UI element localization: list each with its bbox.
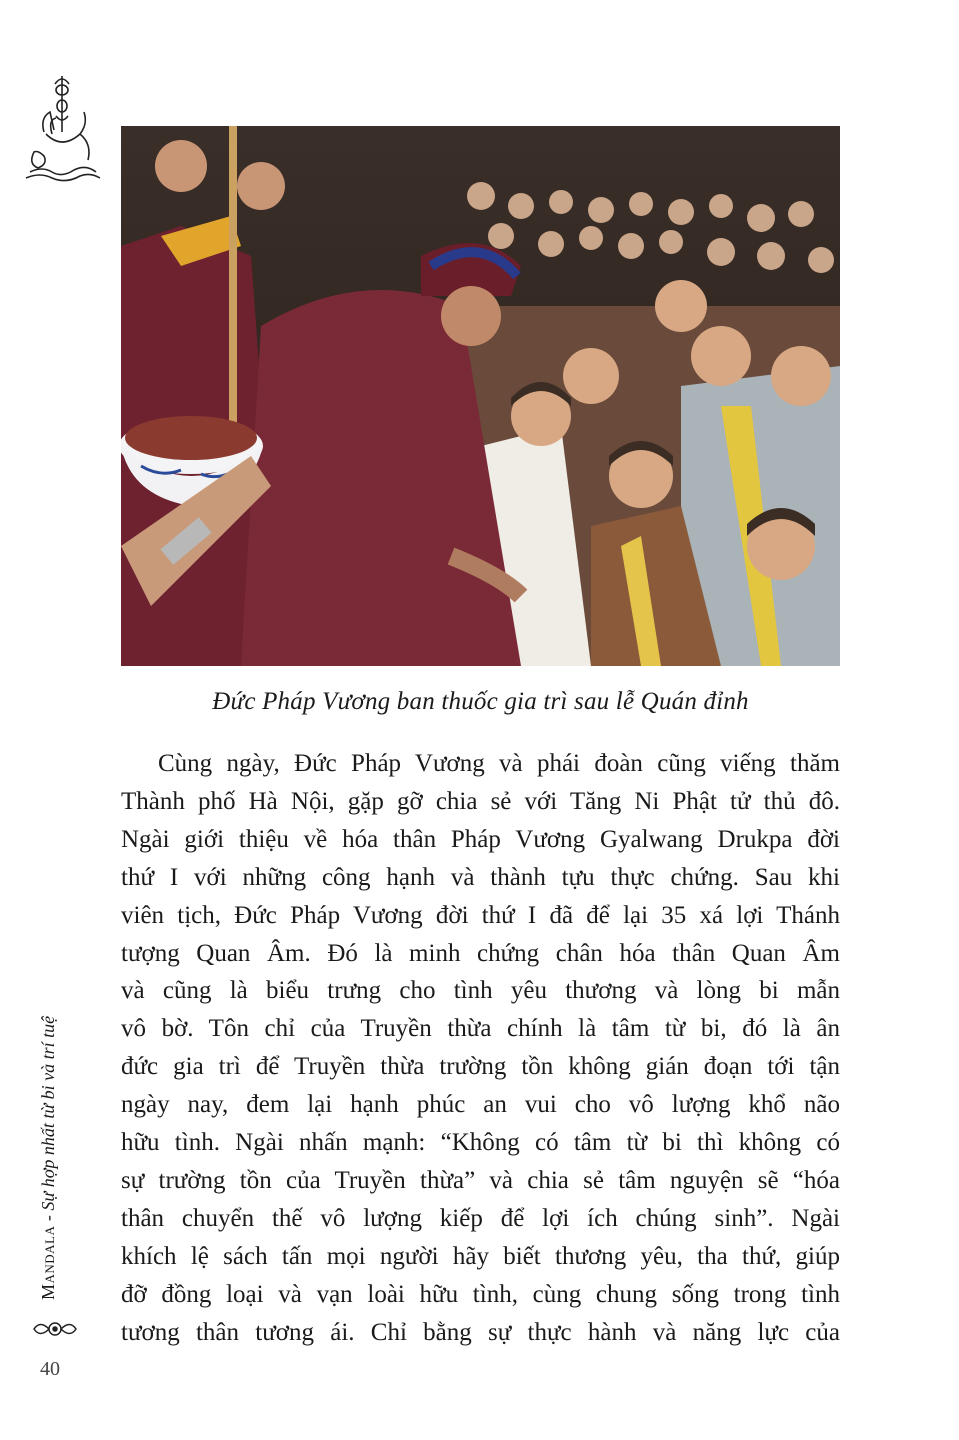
photo-caption: Đức Pháp Vương ban thuốc gia trì sau lễ Quán đỉnh — [212, 688, 749, 715]
text-line: Cùng ngày, Đức Pháp Vương và phái đoàn cũng viếng thăm — [158, 750, 840, 777]
text-line: thân chuyển thế vô lượng kiếp để lợi ích chúng sinh”. Ngài — [121, 1204, 840, 1232]
book-title: Mandala — [38, 1225, 58, 1300]
photo-monks-ceremony-icon — [121, 126, 840, 666]
book-subtitle: Sự hợp nhất từ bi và trí tuệ — [38, 1015, 58, 1211]
text-line: sự trường tồn của Truyền thừa” và chia sẻ tâm nguyện sẽ “hóa — [121, 1166, 840, 1194]
running-header — [38, 1016, 59, 1300]
knot-ornament-icon — [30, 1318, 80, 1340]
text-line: tượng Quan Âm. Đó là minh chứng chân hóa thân Quan Âm — [121, 939, 840, 967]
text-line: và cũng là biểu trưng cho tình yêu thương và lòng bi mẫn — [121, 977, 840, 1005]
text-line: tương thân tương ái. Chỉ bằng sự thực hành và năng lực của — [121, 1318, 840, 1346]
text-line: ngày nay, đem lại hạnh phúc an vui cho vô lượng khổ não — [121, 1091, 840, 1119]
body-paragraph — [121, 745, 840, 1352]
text-line: đỡ đồng loại và vạn loài hữu tình, cùng chung sống trong tình — [121, 1280, 840, 1308]
text-line: Ngài giới thiệu về hóa thân Pháp Vương Gyalwang Drukpa đời — [121, 825, 840, 853]
page-number: 40 — [40, 1358, 60, 1380]
text-line: viên tịch, Đức Pháp Vương đời thứ I đã để lại 35 xá lợi Thánh — [121, 901, 840, 929]
text-line: hữu tình. Ngài nhấn mạnh: “Không có tâm từ bi thì không có — [121, 1129, 840, 1157]
text-line: thứ I với những công hạnh và thành tựu thực chứng. Sau khi — [121, 863, 840, 891]
text-line: khích lệ sách tấn mọi người hãy biết thương yêu, tha thứ, giúp — [121, 1242, 840, 1270]
text-line: vô bờ. Tôn chỉ của Truyền thừa chính là tâm từ bi, đó là ân — [121, 1015, 840, 1043]
text-line: đức gia trì để Truyền thừa trường tồn không gián đoạn tới tận — [121, 1053, 840, 1081]
title-separator: - — [38, 1210, 58, 1226]
vajra-hand-ornament-icon — [22, 72, 102, 187]
text-line: Thành phố Hà Nội, gặp gỡ chia sẻ với Tăng Ni Phật tử thủ đô. — [121, 787, 840, 815]
ceremony-photo — [121, 126, 840, 666]
